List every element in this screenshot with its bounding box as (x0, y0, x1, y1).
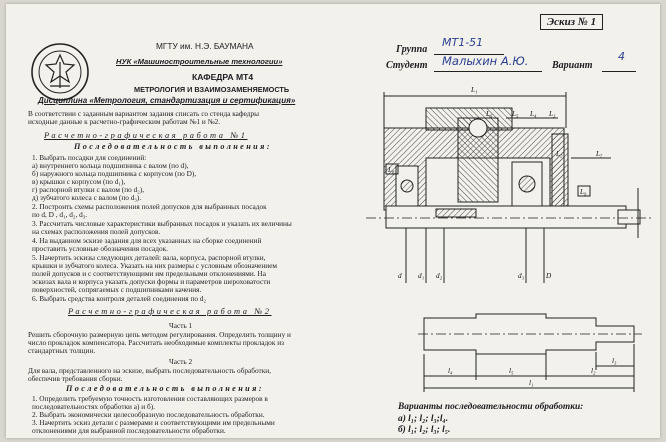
variants-title: Варианты последовательности обработки: (398, 402, 584, 412)
label-L1: L₁ (471, 86, 478, 94)
work1-item: 3. Рассчитать числовые характеристики выбранных посадок и указать их величины (32, 219, 292, 228)
label-L7: L₇ (596, 150, 603, 158)
work2-sequence-title: Последовательность выполнения: (66, 384, 264, 393)
label-L6: L₆ (486, 110, 493, 118)
label-d1: d₁ (418, 272, 425, 280)
work1-title: Расчетно-графическая работа №1 (44, 131, 248, 140)
department-title: КАФЕДРА МТ4 (192, 72, 254, 82)
label-l2: l₂ (591, 367, 596, 375)
work2-item: 2. Выбрать экономически целесообразную последовательность обработки. (32, 410, 265, 419)
label-L9: L₉ (580, 188, 587, 196)
variant-label: Вариант (552, 60, 593, 71)
work2-part1-line: Решить сборочную размерную цепь методом регулирования. Определить толщину и (28, 330, 291, 339)
shaft-drawing (416, 304, 646, 396)
work1-item: 6. Выбрать средства контроля деталей соединения по d₂ (32, 294, 207, 303)
worksheet (6, 4, 660, 438)
work1-item: проставить условные обозначения посадок. (32, 244, 168, 253)
work1-item: 5. Начертить эскизы следующих деталей: вала, корпуса, распорной втулки, (32, 253, 266, 262)
group-value: МТ1-51 (442, 36, 484, 49)
work2-item: 3. Начертить эскиз детали с размерами и соответствующими им предельными (32, 418, 275, 427)
work1-item: поверхностей, сопрягаемых с подшипниками качения. (32, 285, 202, 294)
mgtu-logo-icon (30, 42, 90, 102)
label-l1: l₁ (529, 379, 534, 387)
label-L4: L₄ (530, 110, 537, 118)
discipline-title: Дисциплина «Метрология, стандартизация и сертификация» (38, 96, 296, 105)
work2-part1-line: число прокладок компенсатора. Рассчитать необходимые комплекты прокладок из (28, 338, 284, 347)
intro-line-2: исходные данные к расчетно-графическим работам №1 и №2. (28, 117, 221, 126)
work2-item: отклонениями для выбранной последовательности обработки. (32, 426, 226, 435)
label-l4: l₄ (448, 367, 453, 375)
work1-item: 2. Построить схемы расположения полей допусков для выбранных посадок (32, 202, 267, 211)
label-L3: L₃ (549, 110, 556, 118)
university-name: МГТУ им. Н.Э. БАУМАНА (156, 41, 254, 51)
work1-sequence-title: Последовательность выполнения: (74, 142, 272, 151)
work1-item: по d, D , d₁, d₂, d₃. (32, 210, 88, 219)
work1-item: д) зубчатого колеса с валом (по d₃). (32, 193, 142, 202)
intro-line-1: В соответствии с заданным вариантом задания списать со стенда кафедры (28, 109, 260, 118)
work1-item: крышки и зубчатого колеса. Указать на них размеры с условным обозначением (32, 261, 278, 270)
student-label: Студент (386, 60, 428, 71)
work1-item: г) распорной втулки с валом (по d₂), (32, 185, 145, 194)
work2-part1-title: Часть 1 (169, 321, 193, 330)
work2-title: Расчетно-графическая работа №2 (68, 307, 272, 316)
label-l5: l₅ (509, 367, 514, 375)
work2-item: 1. Определить требуемую точность изготовления составляющих размеров в (32, 394, 268, 403)
work2-part2-title: Часть 2 (169, 357, 193, 366)
research-center: НУК «Машиностроительные технологии» (116, 57, 283, 66)
label-L2: L₂ (556, 150, 563, 158)
work1-item: полей допусков и с соответствующими им предельными отклонениями. На (32, 269, 266, 278)
work1-item: в) крышки с корпусом (по d₁), (32, 177, 126, 186)
variant-underline (602, 71, 636, 72)
student-underline (434, 71, 542, 72)
work2-item: последовательностях обработки а) и б). (32, 402, 155, 411)
variant-number-box: Эскиз № 1 (540, 14, 603, 30)
work1-item: эскизах вала и корпуса указать допуски формы и параметров шероховатости (32, 277, 271, 286)
label-D: D (546, 272, 552, 280)
work2-part2-line: Для вала, представленного на эскизе, выбрать последовательность обработки, (28, 366, 271, 375)
label-L8: L₈ (388, 166, 395, 174)
assembly-drawing (326, 78, 660, 303)
label-l3: l₃ (612, 357, 617, 365)
student-value: Малыхин А.Ю. (442, 54, 529, 68)
work2-part2-line: обеспечив требования сборки. (28, 374, 123, 383)
label-d: d (398, 272, 402, 280)
label-d3: d₃ (518, 272, 525, 280)
department-subtitle: МЕТРОЛОГИЯ И ВЗАИМОЗАМЕНЯЕМОСТЬ (134, 85, 290, 94)
work1-item: на схемах расположения полей допусков. (32, 227, 161, 236)
label-L5: L₅ (512, 110, 519, 118)
work1-item: б) наружного кольца подшипника с корпусом (по D), (32, 169, 197, 178)
group-label: Группа (396, 44, 428, 55)
variant-a: а) l₁; l₂; l₃;l₄. (398, 414, 449, 424)
work1-item: а) внутреннего кольца подшипника с валом (по d), (32, 161, 189, 170)
work2-part1-line: стандартных толщин. (28, 346, 96, 355)
variant-value: 4 (618, 50, 625, 63)
variant-b: б) l₁; l₂; l₃; l₅. (398, 425, 451, 435)
work1-item: 1. Выбрать посадки для соединений: (32, 153, 147, 162)
work1-item: 4. На выданном эскизе задания для всех указанных на сборке соединений (32, 236, 262, 245)
label-d2: d₂ (436, 272, 443, 280)
